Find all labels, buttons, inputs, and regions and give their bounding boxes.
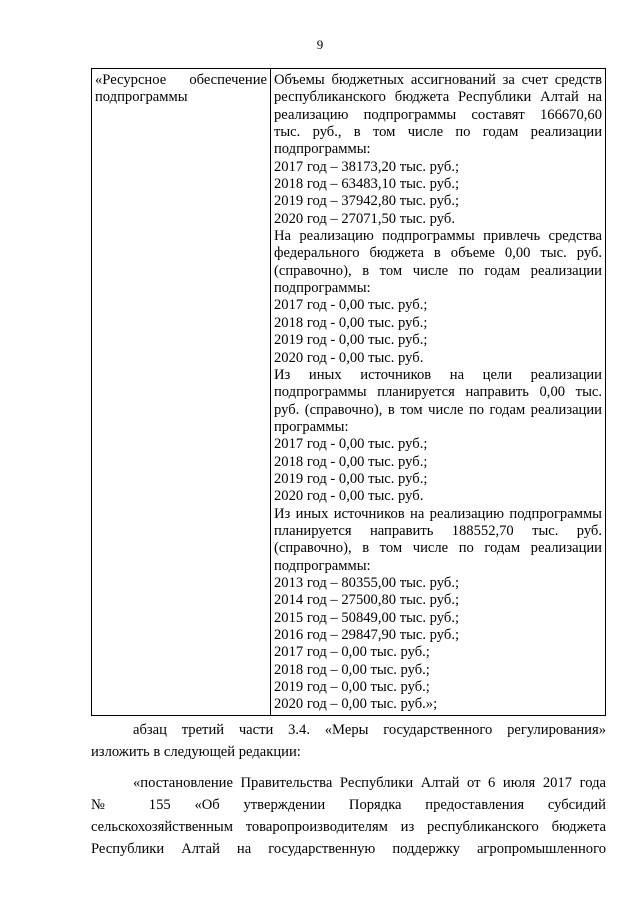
content-line: Из иных источников на реализацию подпрограммы: [274, 505, 602, 522]
content-line: руб. (справочно), в том числе по годам реализации: [274, 401, 602, 418]
year-line: 2020 год - 0,00 тыс. руб.: [274, 349, 424, 366]
year-line: 2020 год – 27071,50 тыс. руб.: [274, 210, 455, 227]
year-line: 2020 год – 0,00 тыс. руб.»;: [274, 696, 438, 713]
paragraph-line: сельскохозяйственным товаропроизводителям из республиканского бюджета: [91, 819, 606, 835]
year-line: 2017 год – 38173,20 тыс. руб.;: [274, 158, 460, 175]
content-line: реализацию подпрограммы составят 166670,60: [274, 106, 602, 123]
content-line: планируется направить 188552,70 тыс. руб.: [274, 522, 602, 539]
year-line: 2015 год – 50849,00 тыс. руб.;: [274, 609, 460, 626]
page-number: 9: [316, 37, 324, 52]
paragraph-line: № 155 «Об утверждении Порядка предоставления субсидий: [91, 797, 606, 813]
year-line: 2018 год - 0,00 тыс. руб.;: [274, 314, 428, 331]
resolution-paragraph: [91, 772, 606, 860]
paragraph-line: абзац третий части 3.4. «Меры государственного регулирования»: [133, 722, 606, 738]
year-line: 2017 год - 0,00 тыс. руб.;: [274, 436, 428, 453]
label-cell: [92, 69, 271, 716]
year-line: 2014 год – 27500,80 тыс. руб.;: [274, 592, 460, 609]
content-line: тыс. руб., в том числе по годам реализации: [274, 124, 602, 141]
year-line: 2018 год – 0,00 тыс. руб.;: [274, 661, 430, 678]
subprogram-resource-table: [91, 68, 606, 716]
year-line: 2019 год - 0,00 тыс. руб.;: [274, 332, 428, 349]
content-line: подпрограммы планируется направить 0,00 тыс.: [274, 384, 602, 401]
label-line: «Ресурсное обеспечение: [95, 72, 267, 88]
year-line: 2017 год – 0,00 тыс. руб.;: [274, 644, 430, 661]
year-line: 2017 год - 0,00 тыс. руб.;: [274, 297, 428, 314]
label-line: подпрограммы: [95, 89, 188, 106]
content-line: федерального бюджета в объеме 0,00 тыс. руб.: [274, 245, 602, 262]
content-line: программы:: [274, 418, 349, 435]
content-line: (справочно), в том числе по годам реализации: [274, 540, 602, 557]
year-line: 2018 год – 63483,10 тыс. руб.;: [274, 176, 460, 193]
content-line: республиканского бюджета Республики Алтай на: [274, 89, 602, 106]
paragraph-line: изложить в следующей редакции:: [91, 744, 301, 760]
year-line: 2019 год - 0,00 тыс. руб.;: [274, 470, 428, 487]
content-line: подпрограммы:: [274, 557, 371, 574]
content-line: На реализацию подпрограммы привлечь средства: [274, 228, 602, 245]
year-line: 2013 год – 80355,00 тыс. руб.;: [274, 574, 460, 591]
year-line: 2019 год – 0,00 тыс. руб.;: [274, 679, 430, 696]
content-cell: [271, 69, 606, 716]
table-row: [92, 69, 606, 716]
content-line: подпрограммы:: [274, 280, 371, 297]
content-line: (справочно), в том числе по годам реализации: [274, 262, 602, 279]
year-line: 2019 год – 37942,80 тыс. руб.;: [274, 193, 460, 210]
content-line: Из иных источников на цели реализации: [274, 366, 602, 383]
year-line: 2016 год – 29847,90 тыс. руб.;: [274, 627, 460, 643]
year-line: 2020 год - 0,00 тыс. руб.: [274, 488, 424, 505]
content-line: подпрограммы:: [274, 141, 371, 158]
paragraph-line: «постановление Правительства Республики Алтай от 6 июля 2017 года: [133, 775, 606, 791]
year-line: 2018 год - 0,00 тыс. руб.;: [274, 453, 428, 470]
paragraph-line: Республики Алтай на государственную поддержку агропромышленного: [91, 841, 606, 857]
amendment-paragraph: [91, 719, 606, 763]
content-line: Объемы бюджетных ассигнований за счет средств: [274, 72, 602, 88]
